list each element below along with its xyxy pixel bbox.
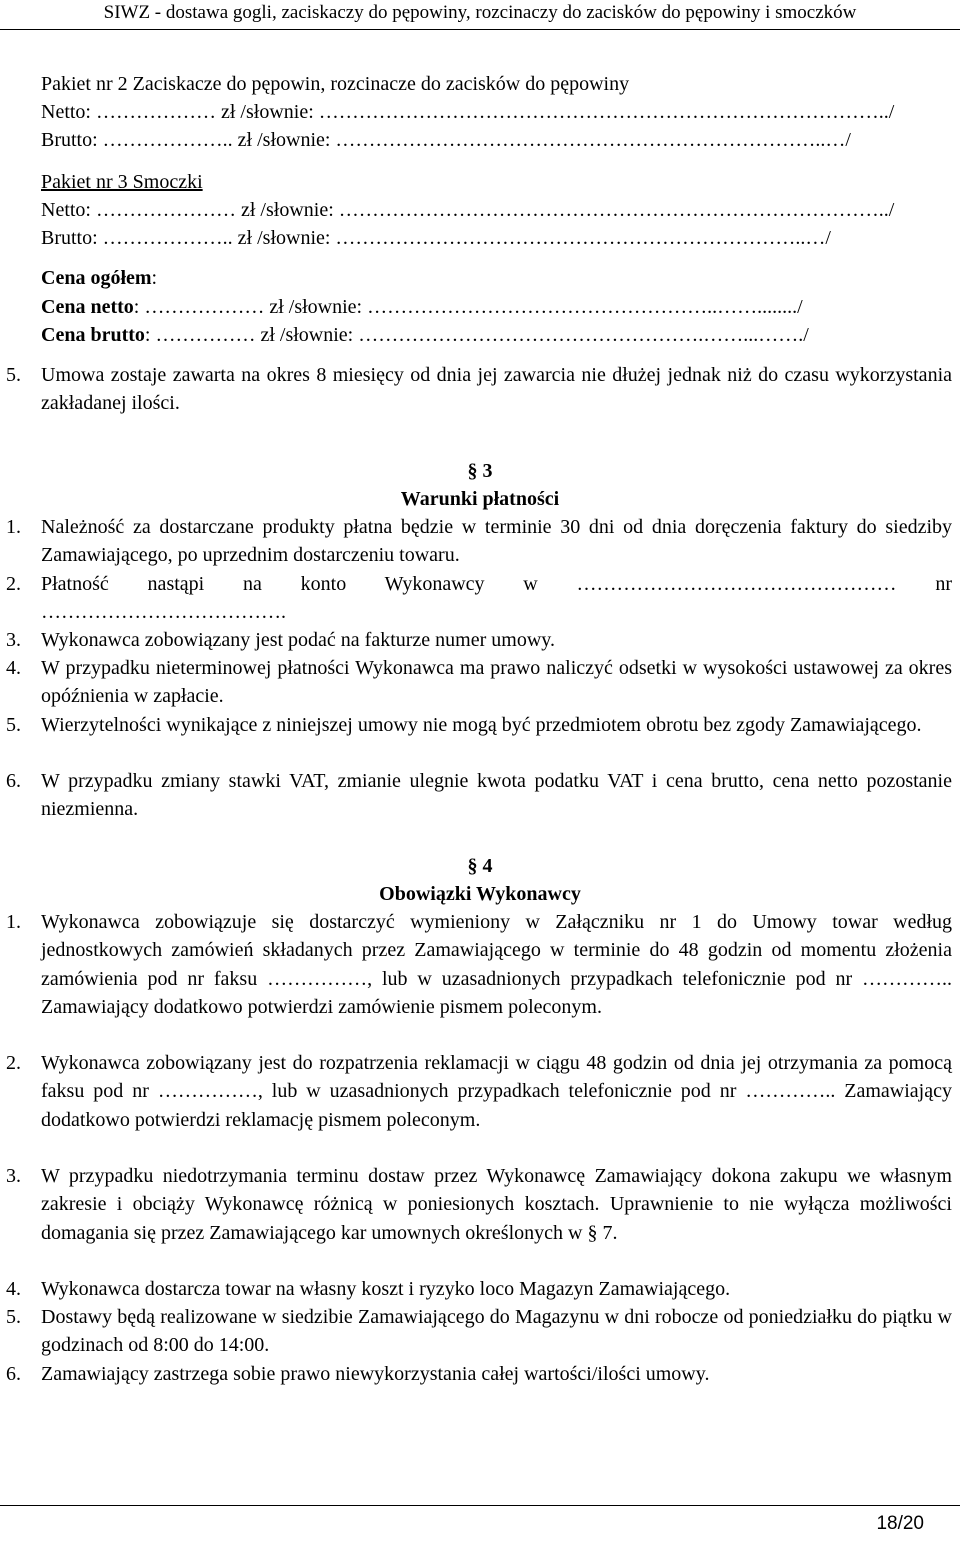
s3-item-text: Płatność nastąpi na konto Wykonawcy w ………………………………………… nr ……………………………….: [41, 573, 952, 624]
s4-item-number: 3.: [6, 1165, 21, 1187]
s3-item-text: Wykonawca zobowiązany jest podać na fakturze numer umowy.: [41, 629, 555, 651]
s4-item-text: W przypadku niedotrzymania terminu dostaw przez Wykonawcę Zamawiający dokona zakupu we własnym zakresie i obciąży Wykonawcę różnicą w poniesionych kosztach. Uprawnienie to nie wyłącza możliwości domagania się przez Zamawiającego kar umownych określonych w § 7.: [41, 1165, 952, 1244]
s4-item-number: 6.: [6, 1363, 21, 1385]
page-number: 18/20: [876, 1513, 924, 1534]
s3-item-text: W przypadku zmiany stawki VAT, zmianie ulegnie kwota podatku VAT i cena brutto, cena netto pozostanie niezmienna.: [41, 770, 952, 821]
s3-item-text: Wierzytelności wynikające z niniejszej umowy nie mogą być przedmiotem obrotu bez zgody Zamawiającego.: [41, 714, 922, 736]
cena-netto: Cena netto: ……………… zł /słownie: ……………………………………………..……......../: [41, 296, 803, 318]
pakiet2-brutto: Brutto: ……………….. zł /słownie: ………………………………………………………………..…/: [41, 129, 851, 151]
item5-text: Umowa zostaje zawarta na okres 8 miesięcy od dnia jej zawarcia nie dłużej jednak niż do czasu wykorzystania zakładanej ilości.: [41, 364, 952, 415]
section3-heading: § 3: [467, 460, 493, 482]
cena-ogolem-label: Cena ogółem: [41, 267, 152, 289]
s3-item-number: 5.: [6, 714, 21, 736]
footer-rule: [0, 1505, 960, 1506]
s3-item-text: W przypadku nieterminowej płatności Wykonawca ma prawo naliczyć odsetki w wysokości ustawowej za okres opóźnienia w zapłacie.: [41, 657, 952, 708]
s4-item-text: Wykonawca dostarcza towar na własny koszt i ryzyko loco Magazyn Zamawiającego.: [41, 1278, 731, 1300]
s4-item-number: 5.: [6, 1306, 21, 1328]
pakiet2-netto: Netto: ……………… zł /słownie: …………………………………………………………………………../: [41, 101, 895, 123]
s4-item-number: 4.: [6, 1278, 21, 1300]
pakiet2-title: Pakiet nr 2 Zaciskacze do pępowin, rozcinacze do zacisków do pępowiny: [41, 73, 630, 95]
s3-item-number: 3.: [6, 629, 21, 651]
s4-item-number: 2.: [6, 1052, 21, 1074]
s4-item-text: Dostawy będą realizowane w siedzibie Zamawiającego do Magazynu w dni robocze od poniedziałku do piątku w godzinach od 8:00 do 14:00.: [41, 1306, 952, 1357]
pakiet3-netto: Netto: ………………… zł /słownie: ………………………………………………………………………../: [41, 199, 895, 221]
s3-item-number: 2.: [6, 573, 21, 595]
s3-item-number: 4.: [6, 657, 21, 679]
s4-item-number: 1.: [6, 911, 21, 933]
document-header: SIWZ - dostawa gogli, zaciskaczy do pępowiny, rozcinaczy do zacisków do pępowiny i smoczków: [0, 0, 960, 30]
cena-netto-label: Cena netto: [41, 296, 134, 318]
cena-brutto-label: Cena brutto: [41, 324, 145, 346]
s3-item-number: 1.: [6, 516, 21, 538]
cena-ogolem: Cena ogółem:: [41, 267, 158, 289]
section4-heading: § 4: [467, 855, 493, 877]
cena-brutto: Cena brutto: …………… zł /słownie: …………………………………………….……...……./: [41, 324, 809, 346]
pakiet3-title: Pakiet nr 3 Smoczki: [41, 171, 203, 193]
s3-item-number: 6.: [6, 770, 21, 792]
s4-item-text: Zamawiający zastrzega sobie prawo niewykorzystania całej wartości/ilości umowy.: [41, 1363, 710, 1385]
item5-number: 5.: [6, 364, 21, 386]
section4-title: Obowiązki Wykonawcy: [379, 883, 581, 905]
s4-item-text: Wykonawca zobowiązuje się dostarczyć wymieniony w Załączniku nr 1 do Umowy towar według jednostkowych zamówień składanych przez Zamawiającego w terminie do 48 godzin od momentu złożenia zamówienia pod nr faksu ……………, lub w uzasadnionych przypadkach telefonicznie pod nr ………….. Zamawiający dodatkowo potwierdzi zamówienie pismem poleconym.: [41, 911, 952, 1018]
pakiet3-brutto: Brutto: ……………….. zł /słownie: ……………………………………………………………..…/: [41, 227, 831, 249]
s4-item-text: Wykonawca zobowiązany jest do rozpatrzenia reklamacji w ciągu 48 godzin od dnia jej otrzymania za pomocą faksu pod nr ……………, lub w uzasadnionych przypadkach telefonicznie pod nr ………….. Zamawiający dodatkowo potwierdzi reklamację pismem poleconym.: [41, 1052, 952, 1131]
section3-title: Warunki płatności: [400, 488, 560, 510]
s3-item-text: Należność za dostarczane produkty płatna będzie w terminie 30 dni od dnia doręczenia faktury do siedziby Zamawiającego, po uprzednim dostarczeniu towaru.: [41, 516, 952, 567]
